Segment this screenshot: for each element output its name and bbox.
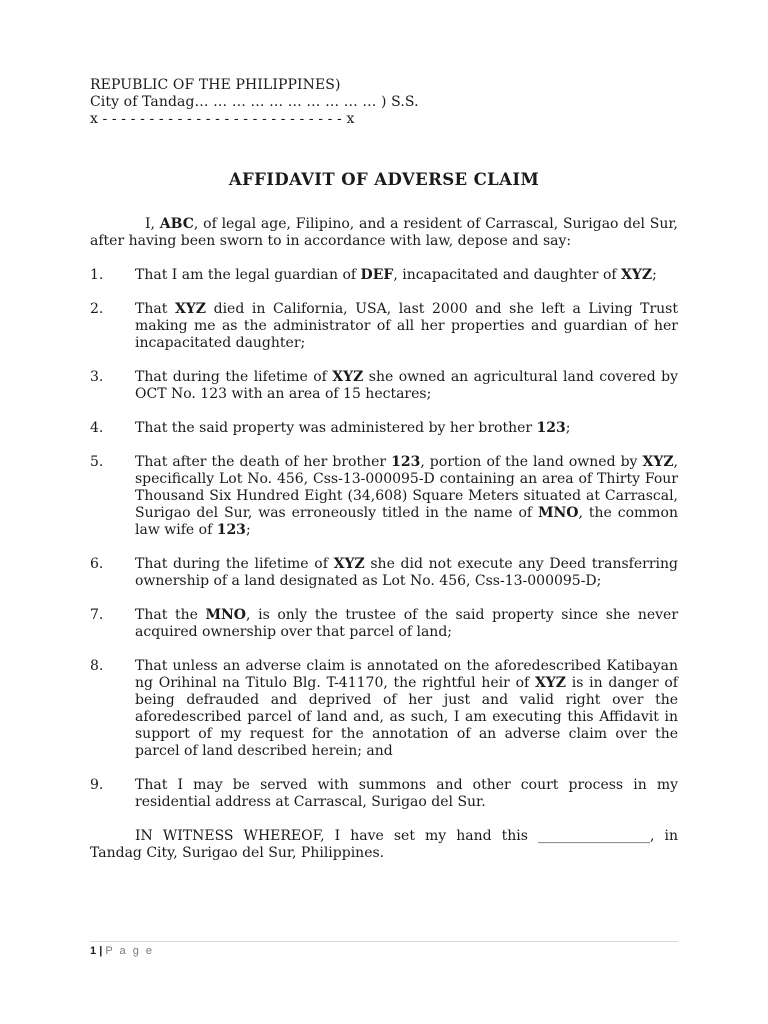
allegation-number: 5. [90,454,104,470]
allegation-text-part: That after the death of her brother [135,454,392,470]
allegation-text [135,301,678,352]
witness-clause: IN WITNESS WHEREOF, I have set my hand this ________________, in Tandag City, Surigao del Sur, Philippines. [90,828,678,861]
party-name: XYZ [174,301,207,317]
allegation-item [90,607,678,641]
allegation-text-part: , is only the trustee of the said property since she never acquired ownership over that parcel of land; [135,607,679,640]
party-name: 123 [391,454,421,470]
intro-text-a: I, [145,216,160,232]
party-name: XYZ [333,556,365,572]
allegation-number: 9. [90,777,104,793]
party-name: XYZ [621,267,653,283]
venue-divider: x - - - - - - - - - - - - - - - - - - - - - - - - - - x [90,111,355,127]
allegation-number: 3. [90,369,104,385]
allegation-text [135,777,678,811]
party-name: MNO [205,607,247,623]
allegation-text-part: That the [135,607,206,623]
party-name: MNO [538,505,579,521]
party-name: XYZ [332,369,364,385]
allegation-number: 2. [90,301,104,317]
allegation-text [135,607,678,641]
allegation-number: 4. [90,420,104,436]
party-name: XYZ [534,675,567,691]
allegation-item [90,454,678,539]
allegation-text [135,420,678,437]
allegation-item [90,658,678,760]
page-separator: | [99,945,103,957]
party-name: 123 [216,522,246,538]
allegation-item [90,301,678,352]
allegation-item [90,777,678,811]
allegation-text-part: That [135,301,175,317]
page-label: P a g e [105,945,154,957]
page-footer [90,941,678,957]
allegation-number: 1. [90,267,104,283]
allegation-text-part: That I am the legal guardian of [135,267,361,283]
allegation-text-part: she owned an agricultural land covered by OCT No. 123 with an area of 15 hectares; [135,369,678,402]
allegation-item [90,369,678,403]
allegation-text-part: That during the lifetime of [135,556,334,572]
allegation-text-part: died in California, USA, last 2000 and she left a Living Trust making me as the administrator of all her properties and guardian of her incapacitated daughter; [135,301,678,351]
intro-text-b: , of legal age, Filipino, and a resident of Carrascal, Surigao del Sur, after having been sworn to in accordance with law, depose and say: [90,216,679,249]
allegation-item [90,556,678,590]
allegation-number: 7. [90,607,104,623]
allegations-list [90,267,678,811]
allegation-text-part: , portion of the land owned by [420,454,643,470]
allegation-text-part: That unless an adverse claim is annotated on the aforedescribed Katibayan ng Orihinal na Titulo Blg. T-41170, the rightful heir of [135,658,678,691]
allegation-number: 6. [90,556,104,572]
affiant-name: ABC [159,216,194,232]
allegation-text [135,454,678,539]
venue-city: City of Tandag… … … … … … … … … … ) S.S. [90,94,419,110]
allegation-text [135,369,678,403]
allegation-item [90,420,678,437]
allegation-text-part: That I may be served with summons and other court process in my residential address at Carrascal, Surigao del Sur. [135,777,678,810]
page-number: 1 [90,945,97,957]
allegation-text [135,658,678,760]
allegation-text-part: she did not execute any Deed transferring ownership of a land designated as Lot No. 456, Css-13-000095-D; [135,556,678,589]
allegation-text-part: That during the lifetime of [135,369,333,385]
party-name: DEF [360,267,394,283]
document-page [90,77,678,862]
allegation-text-part: is in danger of being defrauded and deprived of her just and valid right over the aforedescribed parcel of land and, as such, I am executing this Affidavit in support of my request for the annotation of an adverse claim over the parcel of land described herein; and [135,675,678,759]
allegation-text-part: That the said property was administered by her brother [135,420,537,436]
allegation-number: 8. [90,658,104,674]
allegation-text-part: , the common law wife of [135,505,679,538]
allegation-text-part: ; [245,522,251,538]
allegation-text-part: , incapacitated and daughter of [393,267,622,283]
party-name: 123 [536,420,566,436]
allegation-text-part: ; [565,420,571,436]
venue-block [90,77,678,128]
intro-paragraph [90,216,678,250]
document-title: AFFIDAVIT OF ADVERSE CLAIM [228,170,540,189]
allegation-text-part: ; [652,267,657,283]
allegation-text [135,267,678,284]
allegation-item [90,267,678,284]
party-name: XYZ [642,454,674,470]
allegation-text [135,556,678,590]
venue-republic: REPUBLIC OF THE PHILIPPINES) [90,77,341,93]
allegation-text-part: , specifically Lot No. 456, Css-13-000095-D containing an area of Thirty Four Thousand Six Hundred Eight (34,608) Square Meters situated at Carrascal, Surigao del Sur, was erroneously titled in the name of [135,454,678,521]
